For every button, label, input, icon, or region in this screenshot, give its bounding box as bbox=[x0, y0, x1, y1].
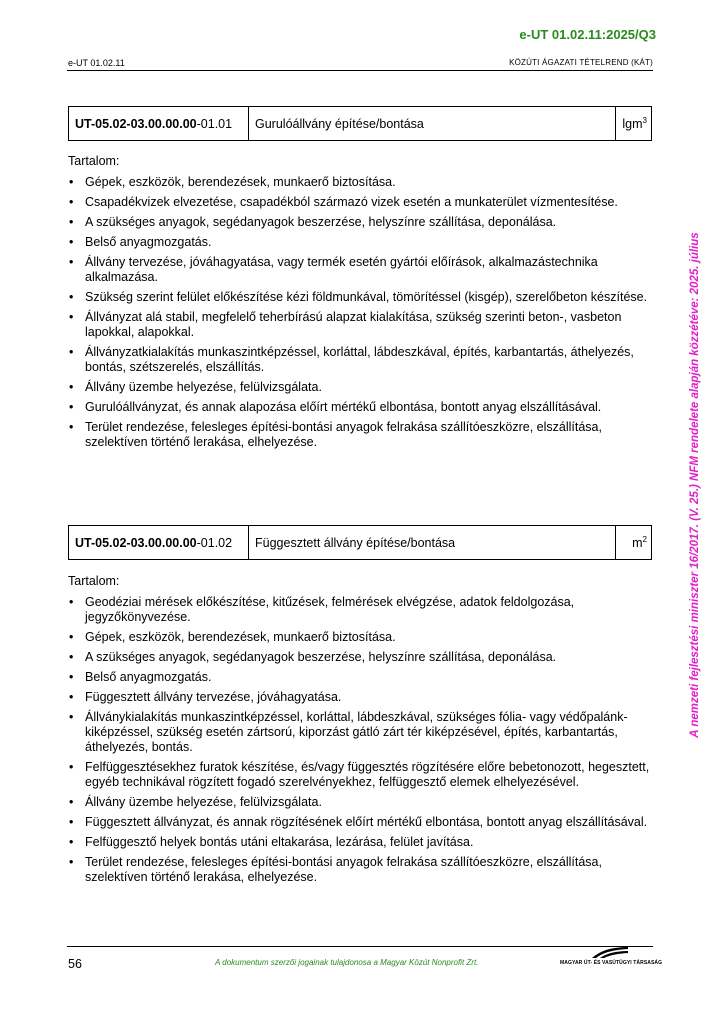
publication-side-note: A nemzeti fejlesztési miniszter 16/2017. (V. 25.) NFM rendelete alapján közzétéve: 2025. július bbox=[689, 232, 701, 738]
item-unit: $m^2$ bbox=[616, 526, 652, 560]
list-item: • Felfüggesztésekhez furatok készítése, és/vagy függesztés rögzítésére előre bebetonozott, hegesztett, egyéb technikával rögzített fogadó szerelvényekhez, felfüggesztő elemek elhelyezésével. bbox=[69, 760, 650, 789]
item-content bbox=[68, 154, 658, 455]
list-item: • Gépek, eszközök, berendezések, munkaerő biztosítása. bbox=[69, 175, 396, 189]
publisher-logo bbox=[560, 945, 663, 971]
list-item: • Állvány tervezése, jóváhagyatása, vagy termék esetén gyártói előírások, alkalmazástechnika alkalmazása. bbox=[69, 255, 598, 284]
header-divider bbox=[67, 70, 653, 71]
list-item: • Állványzat alá stabil, megfelelő teherbírású alapzat kialakítása, szükség szerinti beton-, vasbeton lapokkal, alapokkal. bbox=[69, 310, 622, 339]
list-item: • Állványzatkialakítás munkaszintképzéssel, korláttal, lábdeszkával, építés, karbantartás, áthelyezés, bontás, szétszerelés, elszállítás. bbox=[69, 345, 634, 374]
list-item: • Csapadékvizek elvezetése, csapadékból származó vizek esetén a munkaterület vízmentesítése. bbox=[69, 195, 618, 209]
list-item: • Geodéziai mérések előkészítése, kitűzések, felmérések elvégzése, adatok feldolgozása, jegyzőkönyvezése. bbox=[69, 595, 575, 624]
list-item: • Állvány üzembe helyezése, felülvizsgálata. bbox=[69, 380, 322, 394]
page-number: 56 bbox=[68, 957, 82, 971]
list-item: • Terület rendezése, felesleges építési-bontási anyagok felrakása szállítóeszközre, elszállítása, szelektíven történő lerakása, elhelyezése. bbox=[69, 420, 602, 449]
item-header-table bbox=[68, 525, 652, 560]
content-label: Tartalom: bbox=[68, 154, 120, 168]
list-item: • Belső anyagmozgatás. bbox=[69, 235, 212, 249]
list-item: • A szükséges anyagok, segédanyagok beszerzése, helyszínre szállítása, deponálása. bbox=[69, 215, 557, 229]
list-item: • Függesztett állványzat, és annak rögzítésének előírt mértékű elbontása, bontott anyag elszállításával. bbox=[69, 815, 648, 829]
content-label: Tartalom: bbox=[68, 574, 120, 588]
list-item: • Állvány üzembe helyezése, felülvizsgálata. bbox=[69, 795, 322, 809]
bullet-list bbox=[68, 595, 658, 885]
header-right: KÖZÚTI ÁGAZATI TÉTELREND (KÁT) bbox=[509, 58, 653, 67]
header-left: e-UT 01.02.11 bbox=[68, 58, 125, 68]
list-item: • Gurulóállványzat, és annak alapozása előírt mértékű elbontása, bontott anyag elszállításával. bbox=[69, 400, 602, 414]
list-item: • Terület rendezése, felesleges építési-bontási anyagok felrakása szállítóeszközre, elszállítása, szelektíven történő lerakása, elhelyezése. bbox=[69, 855, 602, 884]
list-item: • Függesztett állvány tervezése, jóváhagyatása. bbox=[69, 690, 342, 704]
list-item: • Felfüggesztő helyek bontás utáni eltakarása, lezárása, felület javítása. bbox=[69, 835, 474, 849]
list-item: • Belső anyagmozgatás. bbox=[69, 670, 212, 684]
item-unit: lgm$^3$ bbox=[616, 107, 652, 141]
list-item: • A szükséges anyagok, segédanyagok beszerzése, helyszínre szállítása, deponálása. bbox=[69, 650, 557, 664]
list-item: • Gépek, eszközök, berendezések, munkaerő biztosítása. bbox=[69, 630, 396, 644]
item-header-table bbox=[68, 106, 652, 141]
list-item: • Állványkialakítás munkaszintképzéssel, korláttal, lábdeszkával, szükséges fólia- vagy védőpalánk-kiképzéssel, szükség esetén zártsorú, kiporzást gátló zárt tér kiképzésével, építés, karbantartás, áthelyezés, bontás. bbox=[69, 710, 628, 754]
item-name: Függesztett állvány építése/bontása bbox=[249, 526, 616, 560]
bullet-list bbox=[68, 175, 658, 450]
road-logo-icon bbox=[590, 945, 630, 959]
document-code: e-UT 01.02.11:2025/Q3 bbox=[519, 27, 656, 42]
list-item: • Szükség szerint felület előkészítése kézi földmunkával, tömörítéssel (kisgép), szerelőbeton készítése. bbox=[69, 290, 648, 304]
logo-text: MAGYAR ÚT- ÉS VASÚTÜGYI TÁRSASÁG bbox=[560, 960, 663, 966]
item-code: UT-05.02-03.00.00.00-01.02 bbox=[69, 526, 249, 560]
item-code: UT-05.02-03.00.00.00-01.01 bbox=[69, 107, 249, 141]
copyright-notice: A dokumentum szerzői jogainak tulajdonosa a Magyar Közút Nonprofit Zrt. bbox=[215, 958, 479, 967]
item-content bbox=[68, 574, 658, 890]
item-name: Gurulóállvány építése/bontása bbox=[249, 107, 616, 141]
